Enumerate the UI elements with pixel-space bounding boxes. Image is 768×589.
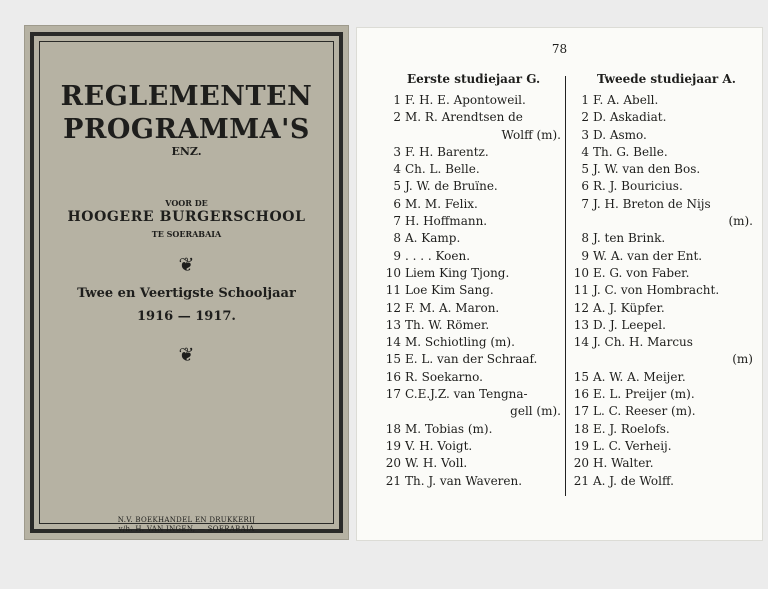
cover-title-line1: REGLEMENTEN — [60, 81, 313, 112]
right-student-list-item — [571, 178, 756, 195]
student-name: E. L. Preijer (m). — [593, 387, 695, 402]
right-student-list — [571, 92, 756, 490]
student-name: R. J. Bouricius. — [593, 179, 683, 194]
right-student-list-item — [571, 92, 756, 109]
left-column-header: Eerste studiejaar G. — [407, 72, 541, 86]
student-name: Wolff (m). — [501, 127, 561, 142]
left-student-list-item — [381, 438, 561, 455]
student-number: 9 — [393, 248, 401, 263]
ornament-icon: ❦ — [178, 254, 195, 276]
cover-title-line2: PROGRAMMA'S — [63, 114, 310, 145]
left-student-list-item — [381, 403, 561, 420]
student-number: 6 — [581, 179, 589, 194]
student-number: 12 — [385, 300, 401, 315]
left-student-list-item — [381, 455, 561, 472]
student-name: M. R. Arendtsen de — [405, 110, 523, 125]
right-student-list-item — [571, 265, 756, 282]
student-number: 19 — [573, 438, 589, 453]
student-number: 16 — [385, 369, 401, 384]
student-number: 10 — [385, 265, 401, 280]
right-student-list-item — [571, 351, 756, 368]
column-divider — [565, 76, 566, 496]
student-number: 17 — [573, 404, 589, 419]
student-name: J. ten Brink. — [593, 231, 666, 246]
student-name: W. H. Voll. — [405, 456, 468, 471]
student-number: 10 — [573, 265, 589, 280]
cover-enz: ENZ. — [171, 145, 202, 158]
student-number: 3 — [393, 144, 401, 159]
student-name: D. Asmo. — [593, 127, 647, 142]
student-name: A. W. A. Meijer. — [593, 369, 686, 384]
student-number — [381, 127, 401, 144]
student-number: 21 — [385, 473, 401, 488]
left-student-list-item — [381, 230, 561, 247]
left-student-list-item — [381, 248, 561, 265]
student-number: 13 — [385, 317, 401, 332]
student-name: F. A. Abell. — [593, 93, 659, 107]
student-number: 4 — [393, 162, 401, 177]
right-student-list-item — [571, 213, 756, 230]
right-student-list-item — [571, 403, 756, 420]
left-student-list-item — [381, 473, 561, 490]
student-number — [381, 403, 401, 420]
left-student-list-item — [381, 351, 561, 368]
right-student-list-item — [571, 421, 756, 438]
student-name: Ch. L. Belle. — [405, 162, 480, 177]
right-student-list-item — [571, 144, 756, 161]
left-student-list-item — [381, 300, 561, 317]
student-number: 13 — [573, 317, 589, 332]
student-number: 18 — [385, 421, 401, 436]
right-student-list-item — [571, 334, 756, 351]
student-number: 8 — [581, 231, 589, 246]
left-student-list-item — [381, 178, 561, 195]
student-name: Th. W. Römer. — [405, 317, 490, 332]
right-student-list-item — [571, 300, 756, 317]
left-student-list-item — [381, 282, 561, 299]
left-student-list-item — [381, 213, 561, 230]
right-student-list-item — [571, 196, 756, 213]
right-student-list-item — [571, 161, 756, 178]
left-student-list-item — [381, 196, 561, 213]
student-number: 1 — [393, 93, 401, 107]
student-number: 14 — [385, 335, 401, 350]
left-student-list-item — [381, 317, 561, 334]
student-name: (m). — [728, 214, 753, 229]
book-cover — [25, 26, 348, 539]
student-number: 15 — [573, 369, 589, 384]
student-name: E. L. van der Schraaf. — [405, 352, 538, 367]
student-name: A. J. de Wolff. — [593, 473, 674, 488]
left-student-list-item — [381, 127, 561, 144]
student-name: Th. J. van Waveren. — [405, 473, 523, 488]
student-name: . . . . Koen. — [405, 248, 471, 263]
left-student-list-item — [381, 421, 561, 438]
cover-years: 1916 — 1917. — [137, 309, 236, 324]
page-number: 78 — [551, 42, 568, 56]
right-student-list-item — [571, 473, 756, 490]
student-name: J. C. von Hombracht. — [593, 283, 720, 298]
student-name: Th. G. Belle. — [593, 144, 668, 159]
student-name: H. Hoffmann. — [405, 214, 488, 229]
right-student-list-item — [571, 230, 756, 247]
student-name: E. G. von Faber. — [593, 265, 690, 280]
left-student-list — [381, 92, 561, 490]
student-number: 15 — [385, 352, 401, 367]
left-student-list-item — [381, 265, 561, 282]
student-name: D. Askadiat. — [593, 110, 667, 125]
student-number: 11 — [573, 283, 589, 298]
student-number: 20 — [385, 456, 401, 471]
student-number: 17 — [385, 387, 401, 402]
student-name: Loe Kim Sang. — [405, 283, 494, 298]
student-name: F. H. E. Apontoweil. — [405, 93, 526, 107]
student-number: 3 — [581, 127, 589, 142]
student-number: 18 — [573, 421, 589, 436]
right-student-list-item — [571, 282, 756, 299]
student-number: 1 — [581, 93, 589, 107]
student-number — [571, 351, 589, 368]
right-student-list-item — [571, 369, 756, 386]
left-student-list-item — [381, 92, 561, 109]
right-student-list-item — [571, 109, 756, 126]
student-number: 19 — [385, 438, 401, 453]
right-column-header: Tweede studiejaar A. — [597, 72, 736, 86]
student-number: 16 — [573, 387, 589, 402]
cover-school-name: HOOGERE BURGERSCHOOL — [67, 209, 306, 225]
right-student-list-item — [571, 248, 756, 265]
book-page — [357, 28, 762, 540]
student-number: 7 — [393, 214, 401, 229]
student-name: M. Schiotling (m). — [405, 335, 515, 350]
student-name: J. Ch. H. Marcus — [593, 335, 693, 350]
student-name: L. C. Verheij. — [593, 438, 672, 453]
student-name: W. A. van der Ent. — [593, 248, 703, 263]
student-number: 11 — [385, 283, 401, 298]
student-name: A. J. Küpfer. — [593, 300, 665, 315]
student-name: J. W. de Bruïne. — [405, 179, 498, 194]
student-name: J. W. van den Bos. — [593, 162, 701, 177]
student-name: H. Walter. — [593, 456, 654, 471]
left-student-list-item — [381, 144, 561, 161]
student-number — [571, 213, 589, 230]
student-name: V. H. Voigt. — [405, 438, 473, 453]
student-number: 6 — [393, 196, 401, 211]
student-name: L. C. Reeser (m). — [593, 404, 696, 419]
cover-voor-de: VOOR DE — [165, 198, 208, 208]
student-number: 14 — [573, 335, 589, 350]
right-student-list-item — [571, 386, 756, 403]
student-name: F. M. A. Maron. — [405, 300, 500, 315]
right-student-list-item — [571, 438, 756, 455]
left-student-list-item — [381, 386, 561, 403]
student-name: A. Kamp. — [405, 231, 461, 246]
ornament-icon-2: ❦ — [178, 344, 195, 366]
student-name: M. Tobias (m). — [405, 421, 493, 436]
student-name: M. M. Felix. — [405, 196, 478, 211]
right-student-list-item — [571, 455, 756, 472]
student-name: gell (m). — [510, 404, 561, 419]
student-name: J. H. Breton de Nijs — [593, 196, 711, 211]
cover-publisher-line2: v/h. H. VAN INGEN, — SOERABAIA — [118, 525, 255, 533]
cover-schoolyear-title: Twee en Veertigste Schooljaar — [77, 286, 296, 301]
student-number: 2 — [393, 110, 401, 125]
left-student-list-item — [381, 369, 561, 386]
student-name: (m) — [732, 352, 753, 367]
student-number: 21 — [573, 473, 589, 488]
left-student-list-item — [381, 161, 561, 178]
cover-publisher-line1: N.V. BOEKHANDEL EN DRUKKERIJ — [117, 516, 256, 524]
student-name: R. Soekarno. — [405, 369, 483, 384]
student-number: 7 — [581, 196, 589, 211]
right-student-list-item — [571, 317, 756, 334]
student-number: 5 — [393, 179, 401, 194]
student-number: 12 — [573, 300, 589, 315]
student-name: E. J. Roelofs. — [593, 421, 670, 436]
right-student-list-item — [571, 127, 756, 144]
student-number: 9 — [581, 248, 589, 263]
student-name: Liem King Tjong. — [405, 265, 510, 280]
student-number: 2 — [581, 110, 589, 125]
left-student-list-item — [381, 109, 561, 126]
cover-city: TE SOERABAIA — [151, 229, 222, 239]
student-number: 4 — [581, 144, 589, 159]
student-number: 5 — [581, 162, 589, 177]
left-student-list-item — [381, 334, 561, 351]
student-name: D. J. Leepel. — [593, 317, 666, 332]
student-name: C.E.J.Z. van Tengna- — [405, 387, 528, 402]
student-name: F. H. Barentz. — [405, 144, 489, 159]
student-number: 8 — [393, 231, 401, 246]
student-number: 20 — [573, 456, 589, 471]
